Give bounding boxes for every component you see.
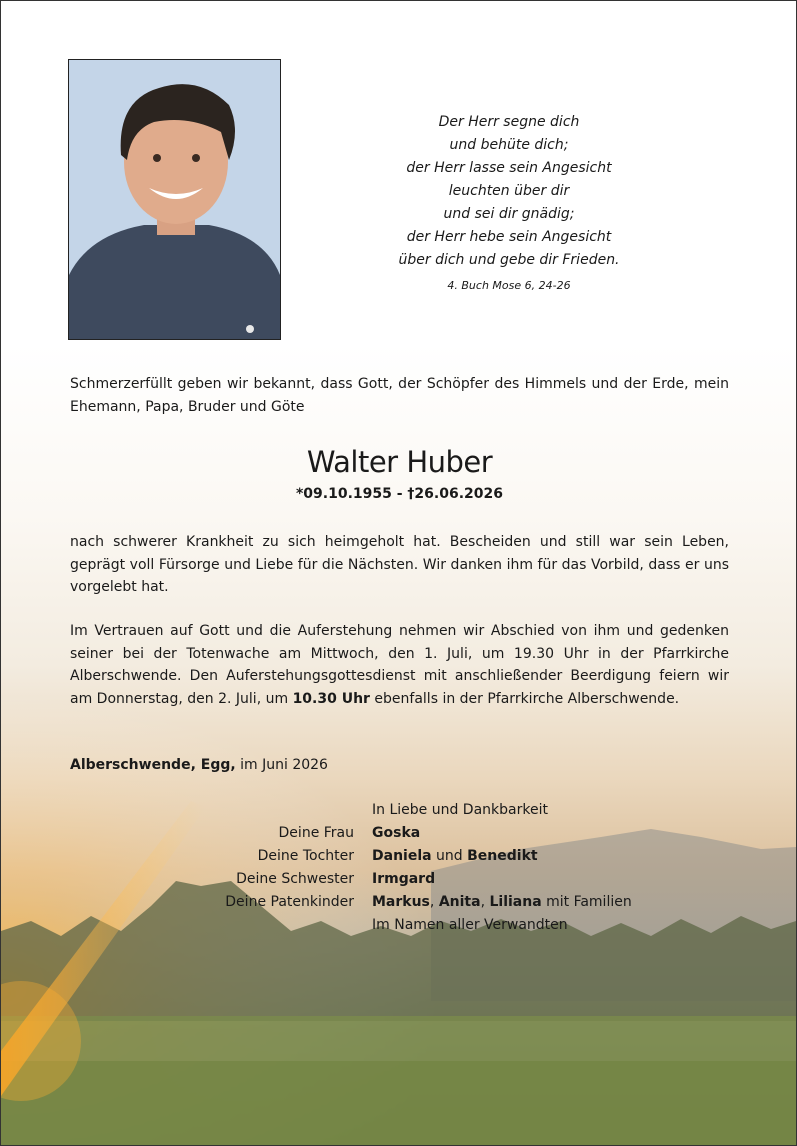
connector: , — [480, 894, 490, 910]
verse-line: und behüte dich; — [449, 137, 569, 153]
mourner-name: Benedikt — [467, 848, 538, 864]
intro-text: Schmerzerfüllt geben wir bekannt, dass Gott, der Schöpfer des Himmels und der Erde, mein Ehemann, Papa, Bruder und Göte — [70, 376, 729, 415]
relation-label: Deine Patenkinder — [225, 894, 354, 910]
verse-reference: 4. Buch Mose 6, 24-26 — [447, 279, 571, 292]
connector: mit Familien — [541, 894, 632, 910]
verse-line: Der Herr segne dich — [438, 114, 580, 130]
paragraph-funeral — [70, 620, 729, 710]
portrait-photo — [68, 59, 281, 340]
signature-row-sister — [1, 868, 797, 891]
signature-header: In Liebe und Dankbarkeit — [372, 802, 548, 818]
signature-row-wife — [1, 822, 797, 845]
relation-label: Deine Frau — [278, 825, 354, 841]
relation-label: Deine Schwester — [236, 871, 354, 887]
funeral-time: 10.30 Uhr — [292, 690, 370, 707]
life-dates: *09.10.1955 - †26.06.2026 — [295, 486, 503, 502]
verse-line: und sei dir gnädig; — [443, 206, 575, 222]
signature-block — [1, 799, 797, 937]
connector: und — [431, 848, 468, 864]
verse-line: über dich und gebe dir Frieden. — [398, 252, 620, 268]
mourner-name: Irmgard — [372, 871, 436, 887]
mourner-name: Markus — [372, 894, 430, 910]
place-month: im Juni 2026 — [235, 757, 328, 773]
mourner-name: Daniela — [372, 848, 432, 864]
funeral-text-end: ebenfalls in der Pfarrkirche Alberschwende. — [374, 690, 680, 707]
mourner-name: Anita — [438, 894, 481, 910]
verse-line: der Herr hebe sein Angesicht — [406, 229, 612, 245]
mourner-name: Liliana — [489, 894, 542, 910]
place-name: Alberschwende, Egg, — [70, 757, 236, 773]
bible-verse — [371, 111, 647, 294]
relation-label: Deine Tochter — [257, 848, 354, 864]
signature-row-daughter — [1, 845, 797, 868]
connector: , — [429, 894, 439, 910]
signature-footer: Im Namen aller Verwandten — [372, 917, 568, 933]
place-date — [70, 757, 328, 773]
paragraph-life: nach schwerer Krankheit zu sich heimgeholt hat. Bescheiden und still war sein Leben, geprägt voll Fürsorge und Liebe für die Nächsten. Wir danken ihm für das Vorbild, dass er uns vorgelebt hat. — [70, 534, 729, 595]
funeral-text: Im Vertrauen auf Gott und die Auferstehung nehmen wir Abschied von ihm und gedenken seiner bei der Totenwache am Mittwoch, den 1. Juli, um 19.30 Uhr in der Pfarrkirche Alberschwende. Den Auferstehungsgottesdienst mit anschließender Beerdigung feiern wir am Donnerstag, den 2. Juli, um — [70, 623, 729, 707]
verse-line: leuchten über dir — [448, 183, 570, 199]
deceased-name: Walter Huber — [306, 445, 493, 479]
mourner-name: Goska — [372, 825, 421, 841]
verse-line: der Herr lasse sein Angesicht — [406, 160, 612, 176]
signature-row-godchildren — [1, 891, 797, 914]
